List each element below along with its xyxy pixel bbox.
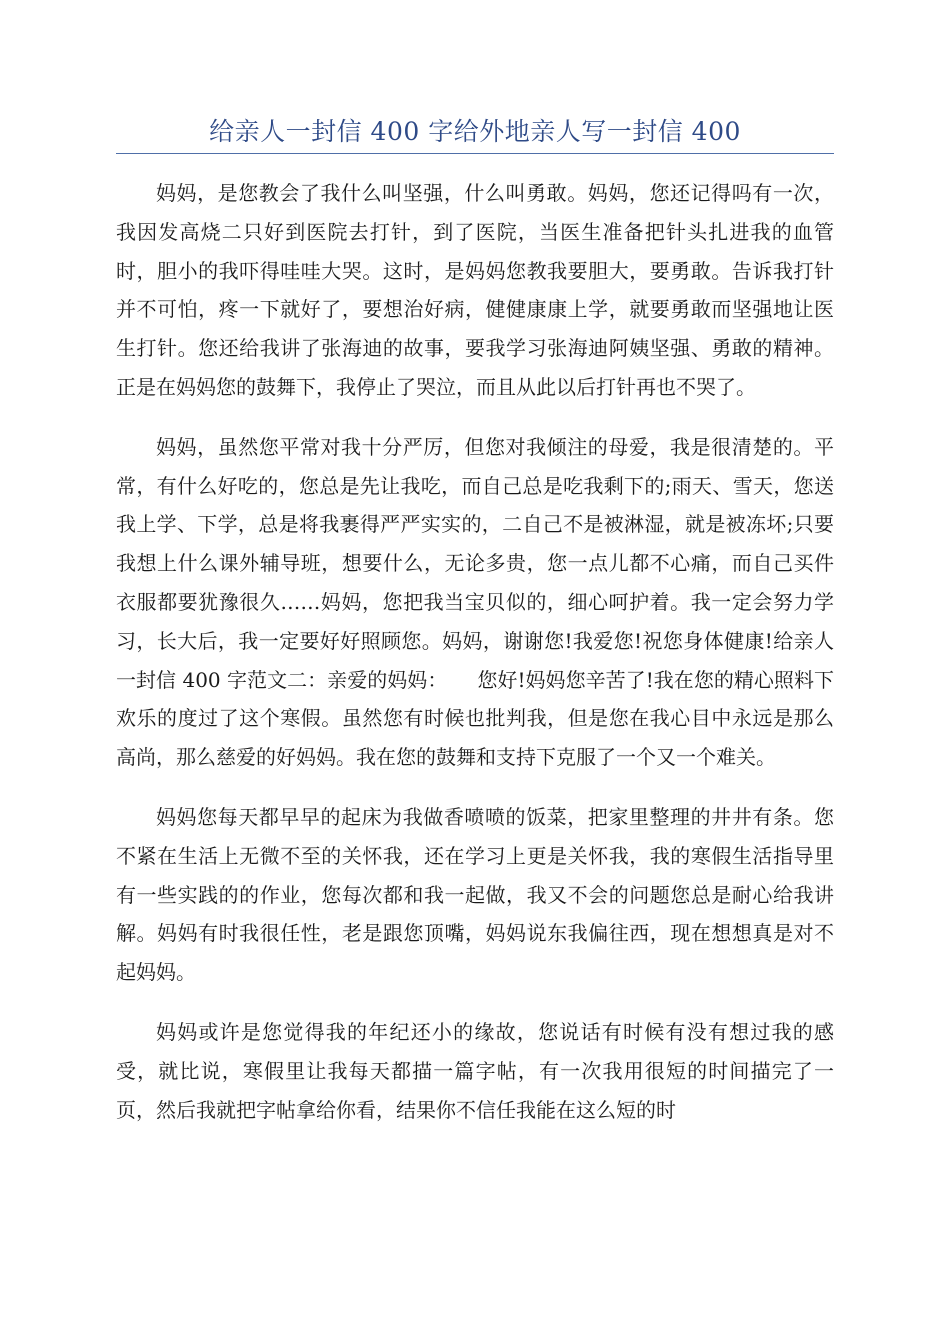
document-body xyxy=(116,174,834,1129)
document-title: 给亲人一封信 400 字给外地亲人写一封信 400 xyxy=(209,117,741,146)
paragraph-3: 妈妈您每天都早早的起床为我做香喷喷的饭菜，把家里整理的井井有条。您不紧在生活上无微不至的关怀我，还在学习上更是关怀我，我的寒假生活指导里有一些实践的的作业，您每次都和我一起做，我又不会的问题您总是耐心给我讲解。妈妈有时我很任性，老是跟您顶嘴，妈妈说东我偏往西，现在想想真是对不起妈妈。 xyxy=(116,804,834,985)
paragraph-2: 妈妈，虽然您平常对我十分严厉，但您对我倾注的母爱，我是很清楚的。平常，有什么好吃的，您总是先让我吃，而自己总是吃我剩下的;雨天、雪天，您送我上学、下学，总是将我裹得严严实实的，二自己不是被淋湿，就是被冻坏;只要我想上什么课外辅导班，想要什么，无论多贵，您一点儿都不心痛，而自己买件衣服都要犹豫很久……妈妈，您把我当宝贝似的，细心呵护着。我一定会努力学习，长大后，我一定要好好照顾您。妈妈，谢谢您!我爱您!祝您身体健康!给亲人一封信 400 字范文二：亲爱的妈妈： 您好!妈妈您辛苦了!我在您的精心照料下欢乐的度过了这个寒假。虽然您有时候也批判我，但是您在我心目中永远是那么高尚，那么慈爱的好妈妈。我在您的鼓舞和支持下克服了一个又一个难关。 xyxy=(116,434,834,770)
paragraph-4: 妈妈或许是您觉得我的年纪还小的缘故，您说话有时候有没有想过我的感受，就比说，寒假里让我每天都描一篇字帖，有一次我用很短的时间描完了一页，然后我就把字帖拿给你看，结果你不信任我能在这么短的时 xyxy=(116,1019,834,1122)
title-underline xyxy=(116,153,834,154)
paragraph-1: 妈妈，是您教会了我什么叫坚强，什么叫勇敢。妈妈，您还记得吗有一次，我因发高烧二只好到医院去打针，到了医院，当医生准备把针头扎进我的血管时，胆小的我吓得哇哇大哭。这时，是妈妈您教我要胆大，要勇敢。告诉我打针并不可怕，疼一下就好了，要想治好病，健健康康上学，就要勇敢而坚强地让医生打针。您还给我讲了张海迪的故事，要我学习张海迪阿姨坚强、勇敢的精神。正是在妈妈您的鼓舞下，我停止了哭泣，而且从此以后打针再也不哭了。 xyxy=(116,181,834,399)
